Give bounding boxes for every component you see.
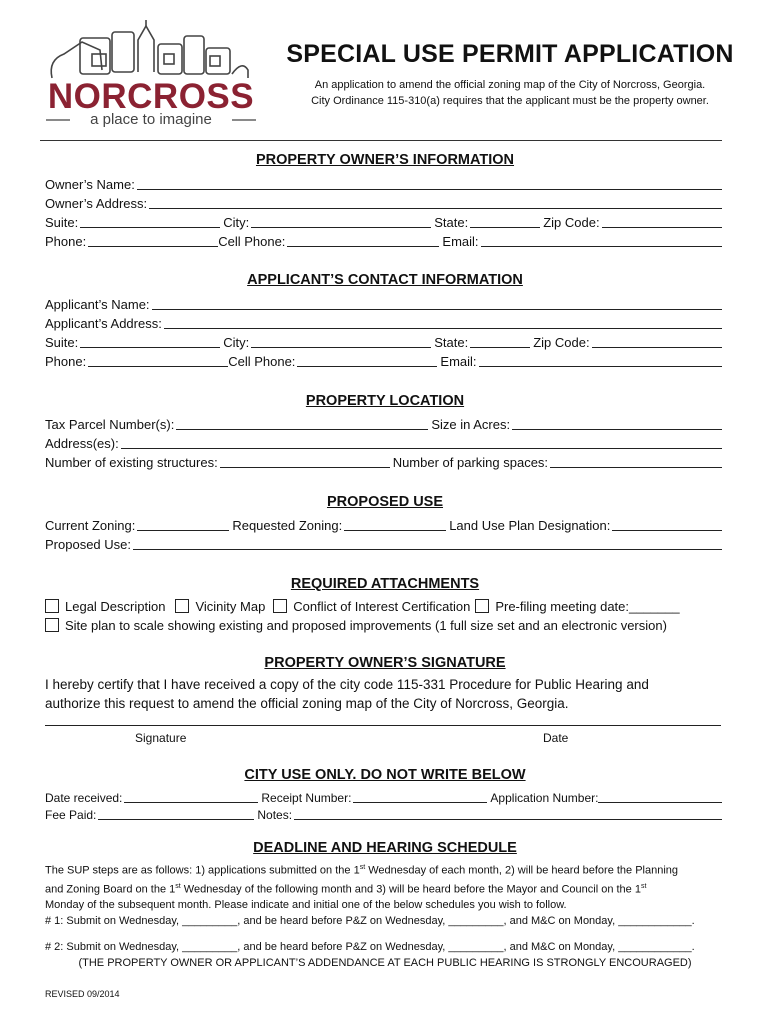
owner-address-label: Owner’s Address: (45, 196, 148, 211)
applicant-name-field[interactable] (152, 295, 722, 310)
location-heading: PROPERTY LOCATION (305, 393, 465, 409)
location-address-field[interactable] (121, 434, 722, 449)
owner-name-field[interactable] (137, 175, 722, 190)
applicant-city-field[interactable] (251, 333, 431, 348)
date-received-label: Date received: (45, 791, 123, 805)
acres-field[interactable] (512, 415, 722, 430)
applicant-phone-field[interactable] (88, 352, 228, 367)
attachments-row-2 (45, 616, 725, 634)
site-plan-label: Site plan to scale showing existing and proposed improvements (1 full size set and an electronic version) (65, 617, 667, 633)
owner-zip-label: Zip Code: (543, 215, 600, 230)
city-use-heading: CITY USE ONLY. DO NOT WRITE BELOW (244, 767, 526, 783)
vicinity-map-checkbox[interactable] (175, 599, 189, 613)
notes-field[interactable] (294, 805, 722, 820)
owner-state-field[interactable] (470, 213, 540, 228)
owner-suite-row (45, 212, 725, 230)
owner-address-field[interactable] (149, 194, 722, 209)
date-label: Date (543, 731, 569, 745)
prefiling-label: Pre-filing meeting date:_______ (495, 598, 680, 614)
requested-zoning-field[interactable] (344, 516, 446, 531)
applicant-state-field[interactable] (470, 333, 530, 348)
proposed-use-row (45, 534, 725, 552)
legal-description-checkbox[interactable] (45, 599, 59, 613)
applicant-zip-label: Zip Code: (533, 335, 590, 350)
applicant-suite-row (45, 332, 725, 350)
owner-cell-label: Cell Phone: (218, 234, 286, 249)
applicant-suite-field[interactable] (80, 333, 220, 348)
date-received-field[interactable] (124, 788, 258, 803)
zoning-row (45, 515, 725, 533)
proposed-use-field[interactable] (133, 535, 722, 550)
owner-phone-label: Phone: (45, 234, 87, 249)
vicinity-map-label: Vicinity Map (195, 598, 266, 614)
applicant-name-row (45, 294, 725, 312)
applicant-state-label: State: (434, 335, 469, 350)
structures-field[interactable] (220, 453, 390, 468)
applicant-heading: APPLICANT’S CONTACT INFORMATION (247, 272, 523, 288)
certification-text (45, 675, 725, 713)
owner-phone-row (45, 231, 725, 249)
parcel-label: Tax Parcel Number(s): (45, 417, 175, 432)
owner-heading: PROPERTY OWNER’S INFORMATION (255, 152, 515, 168)
applicant-phone-row (45, 351, 725, 369)
signature-label: Signature (135, 731, 187, 745)
applicant-name-label: Applicant’s Name: (45, 297, 150, 312)
legal-description-label: Legal Description (65, 598, 166, 614)
norcross-logo (42, 20, 260, 130)
revision-label: REVISED 09/2014 (45, 989, 120, 999)
schedule-line-3: Monday of the subsequent month. Please indicate and initial one of the below schedules you wish to follow. (45, 899, 567, 912)
attachments-row-1 (45, 597, 725, 615)
page-title: SPECIAL USE PERMIT APPLICATION (286, 40, 734, 68)
logo-name: NORCROSS (47, 77, 255, 116)
structures-row (45, 452, 725, 470)
owner-suite-label: Suite: (45, 215, 79, 230)
app-number-label: Application Number: (490, 791, 599, 805)
parcel-field[interactable] (176, 415, 428, 430)
applicant-suite-label: Suite: (45, 335, 79, 350)
schedule-text (45, 860, 725, 929)
app-number-field[interactable] (598, 788, 722, 803)
schedule-line-2: and Zoning Board on the 1st Wednesday of the following month and 3) will be heard before the Mayor and Council on the 1st (45, 882, 647, 896)
current-zoning-label: Current Zoning: (45, 518, 136, 533)
landuse-label: Land Use Plan Designation: (449, 518, 611, 533)
owner-state-label: State: (434, 215, 469, 230)
landuse-field[interactable] (612, 516, 722, 531)
receipt-label: Receipt Number: (261, 791, 352, 805)
applicant-cell-label: Cell Phone: (228, 354, 296, 369)
owner-zip-field[interactable] (602, 213, 722, 228)
applicant-cell-field[interactable] (297, 352, 437, 367)
certification-line-2: authorize this request to amend the official zoning map of the City of Norcross, Georgia. (45, 696, 569, 711)
owner-city-label: City: (223, 215, 250, 230)
site-plan-checkbox[interactable] (45, 618, 59, 632)
owner-name-label: Owner’s Name: (45, 177, 135, 192)
fee-paid-label: Fee Paid: (45, 808, 97, 822)
attendance-note: (THE PROPERTY OWNER OR APPLICANT’S ADDENDANCE AT EACH PUBLIC HEARING IS STRONGLY ENCOURAGED) (78, 957, 692, 969)
owner-address-row (45, 193, 725, 211)
owner-name-row (45, 174, 725, 192)
logo-tagline: a place to imagine (90, 111, 212, 128)
requested-zoning-label: Requested Zoning: (232, 518, 343, 533)
receipt-field[interactable] (353, 788, 487, 803)
conflict-checkbox[interactable] (273, 599, 287, 613)
parking-label: Number of parking spaces: (392, 455, 549, 470)
use-heading: PROPOSED USE (326, 494, 444, 510)
prefiling-checkbox[interactable] (475, 599, 489, 613)
header-divider (40, 140, 722, 141)
location-address-label: Address(es): (45, 436, 119, 451)
applicant-address-field[interactable] (164, 314, 722, 329)
proposed-use-label: Proposed Use: (45, 537, 131, 552)
conflict-label: Conflict of Interest Certification (293, 598, 471, 614)
applicant-zip-field[interactable] (592, 333, 722, 348)
structures-label: Number of existing structures: (45, 455, 218, 470)
certification-line-1: I hereby certify that I have received a copy of the city code 115-331 Procedure for Public Hearing and (45, 677, 649, 692)
owner-email-field[interactable] (481, 232, 722, 247)
schedule-line-1: The SUP steps are as follows: 1) applications submitted on the 1st Wednesday of each month, 2) will be heard before the Planning (45, 864, 679, 877)
city-row-1 (45, 787, 725, 805)
acres-label: Size in Acres: (431, 417, 511, 432)
owner-suite-field[interactable] (80, 213, 220, 228)
current-zoning-field[interactable] (137, 516, 229, 531)
address-row (45, 433, 725, 451)
owner-email-label: Email: (442, 234, 479, 249)
subtitle-line-1: An application to amend the official zoning map of the City of Norcross, Georgia. (314, 79, 706, 91)
parking-field[interactable] (550, 453, 722, 468)
notes-label: Notes: (257, 808, 293, 822)
applicant-address-row (45, 313, 725, 331)
schedule-heading: DEADLINE AND HEARING SCHEDULE (253, 840, 517, 856)
city-row-2 (45, 804, 725, 822)
page-subtitle (270, 77, 750, 109)
owner-phone-field[interactable] (88, 232, 218, 247)
fee-paid-field[interactable] (98, 805, 254, 820)
signature-line[interactable] (45, 725, 721, 726)
schedule-option-2[interactable]: # 2: Submit on Wednesday, _________, and be heard before P&Z on Wednesday, _________, and M&C on Monday, ____________. (45, 941, 695, 953)
applicant-email-field[interactable] (479, 352, 722, 367)
schedule-option-1[interactable]: # 1: Submit on Wednesday, _________, and be heard before P&Z on Wednesday, _________, and M&C on Monday, ____________. (45, 915, 695, 928)
parcel-row (45, 414, 725, 432)
applicant-email-label: Email: (440, 354, 477, 369)
applicant-city-label: City: (223, 335, 250, 350)
applicant-phone-label: Phone: (45, 354, 87, 369)
subtitle-line-2: City Ordinance 115-310(a) requires that the applicant must be the property owner. (311, 95, 709, 107)
owner-city-field[interactable] (251, 213, 431, 228)
owner-cell-field[interactable] (287, 232, 439, 247)
applicant-address-label: Applicant’s Address: (45, 316, 162, 331)
attachments-heading: REQUIRED ATTACHMENTS (290, 576, 480, 592)
signature-heading: PROPERTY OWNER’S SIGNATURE (264, 655, 506, 671)
